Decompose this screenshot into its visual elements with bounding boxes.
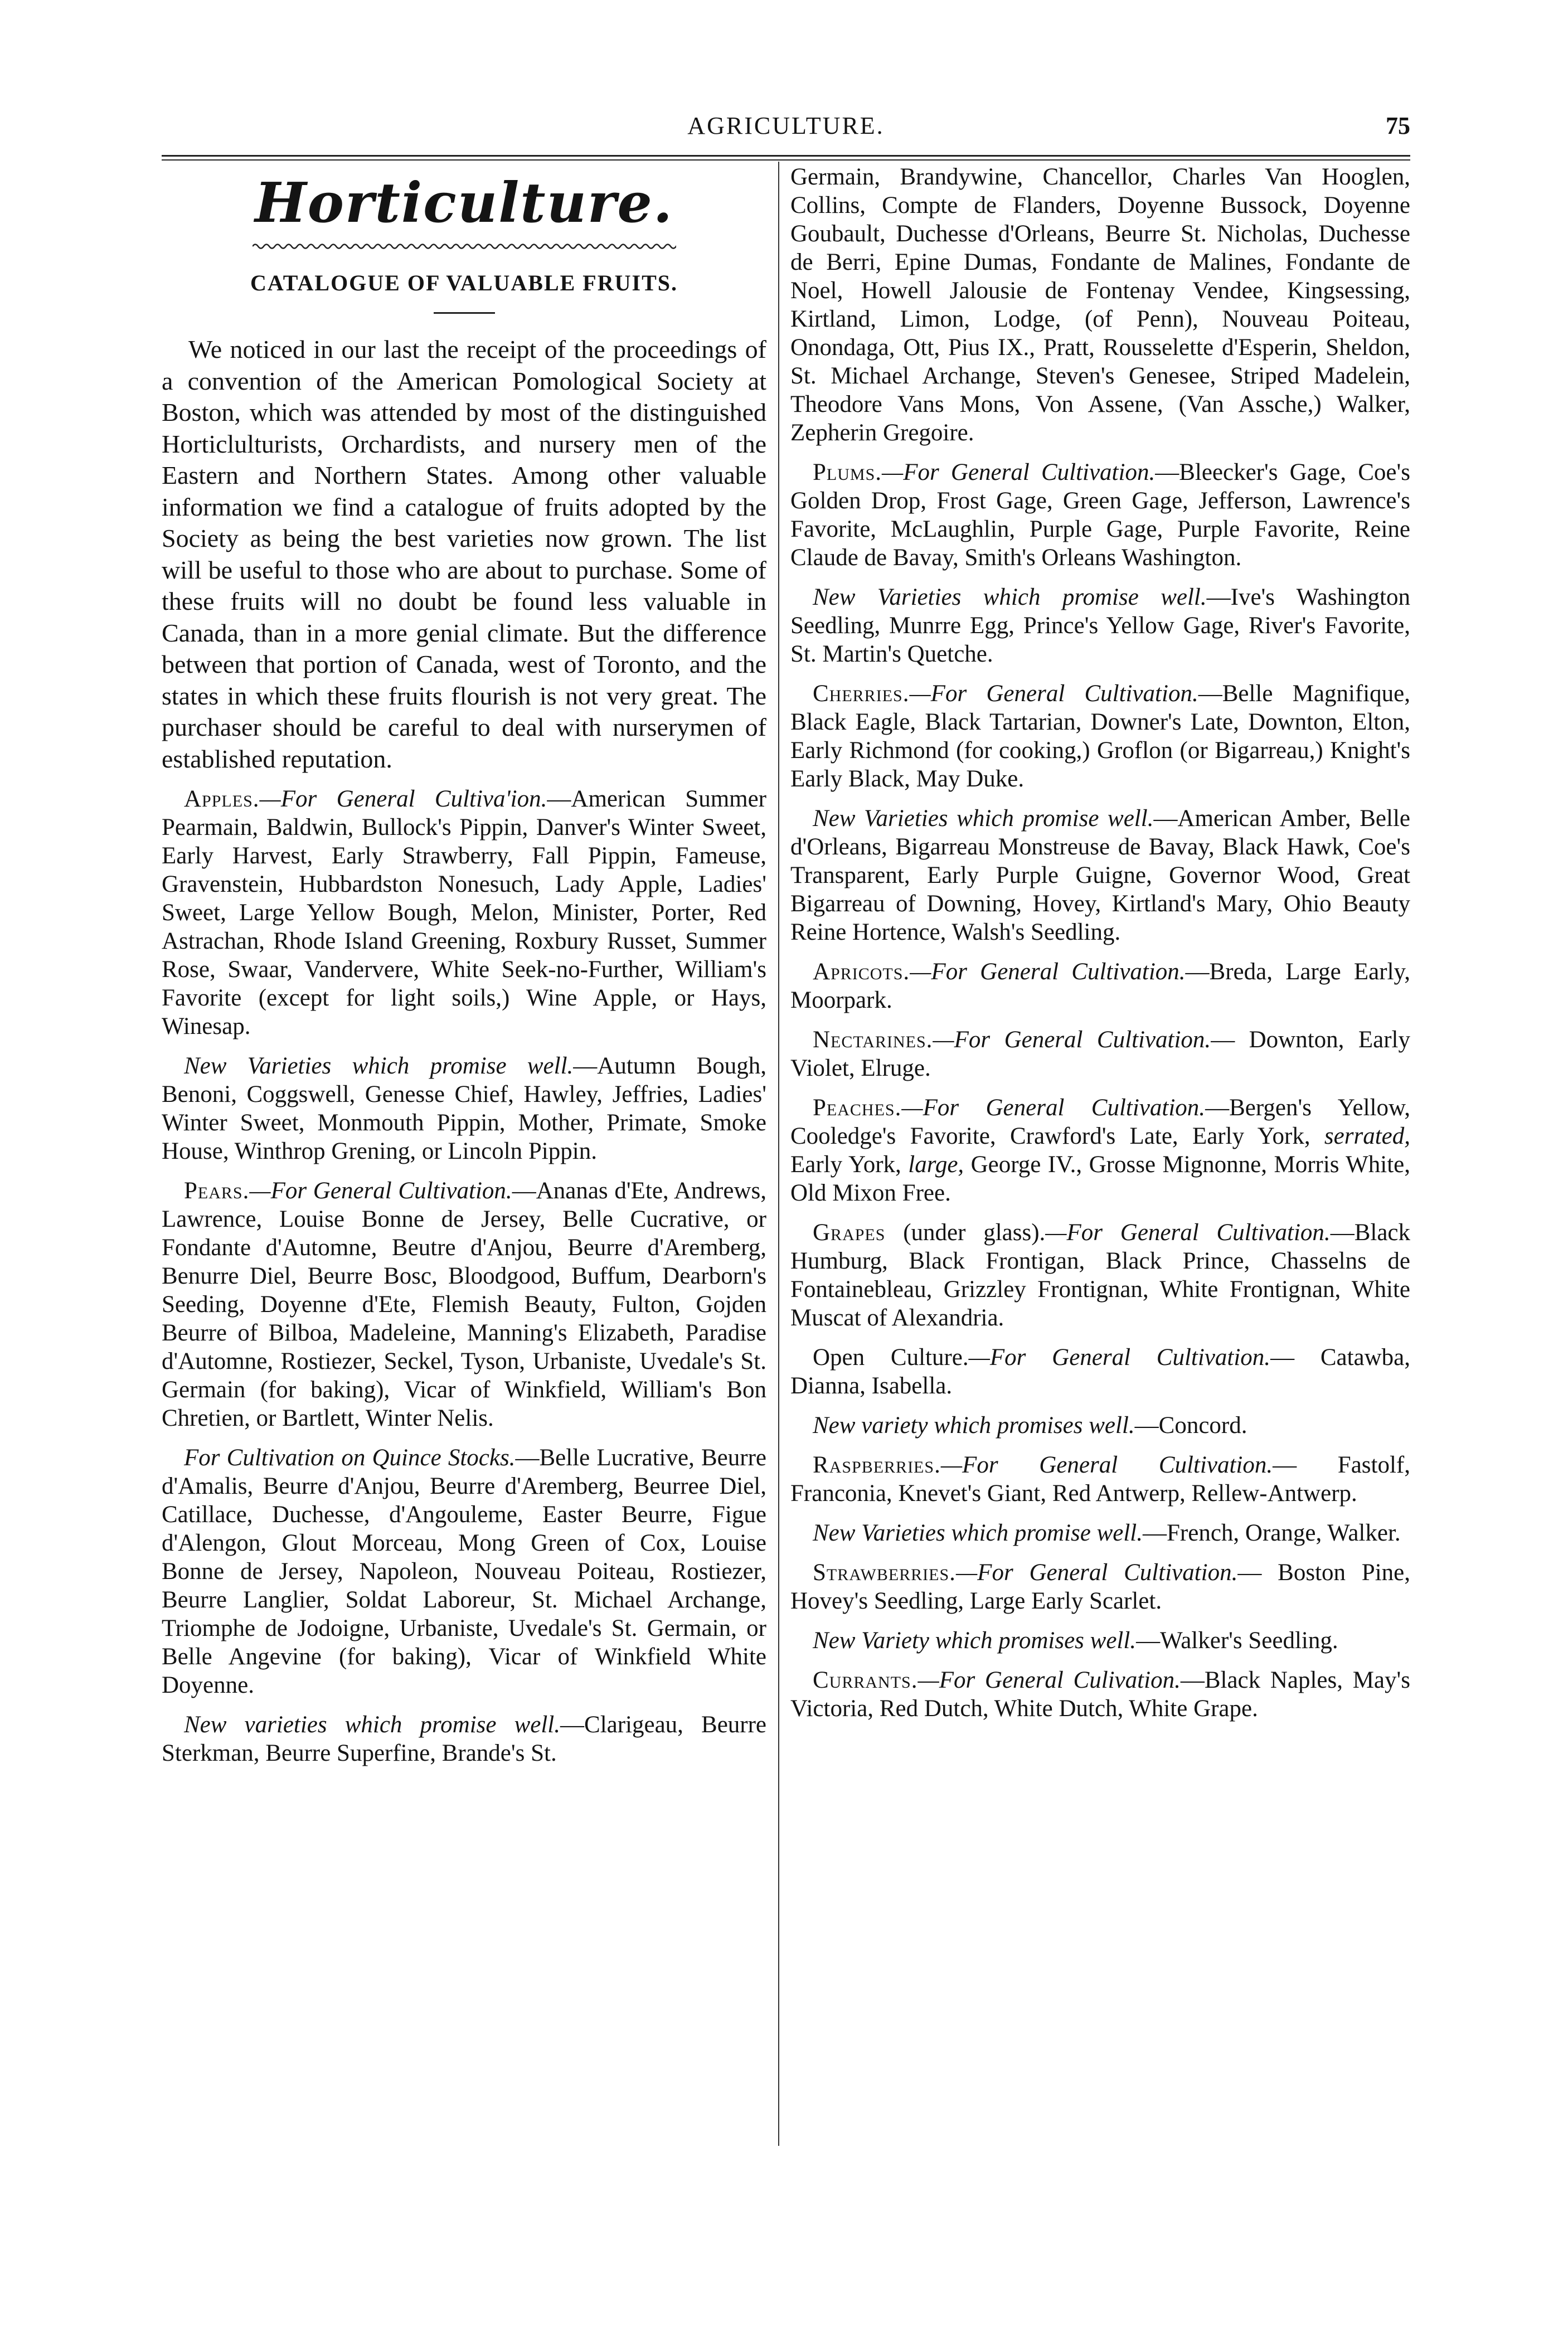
short-rule	[434, 312, 495, 314]
right-column	[790, 163, 1410, 2147]
intro-paragraph: We noticed in our last the receipt of the proceedings of a convention of the American Pomological Society at Boston, which was attended by most of the distinguished Horticlulturists, Orchardists, and nursery men of the Eastern and Northern States. Among other valuable information we find a catalogue of fruits adopted by the Society as being the best varieties now grown. The list will be useful to those who are about to purchase. Some of these fruits will no doubt be found less valuable in Canada, than in a more genial climate. But the difference between that portion of Canada, west of Toronto, and the states in which these fruits flourish is not very great. The purchaser should be careful to deal with nurserymen of established reputation.	[162, 335, 766, 773]
strawberries-new	[790, 1626, 1410, 1655]
variety-list: —Ive's Washington Seedling, Munrre Egg, Prince's Yellow Gage, River's Favorite, St. Martin's Quetche.	[790, 584, 1410, 667]
header-double-rule	[162, 155, 1410, 161]
peaches-general	[790, 1094, 1410, 1207]
variety-list: —Clarigeau, Beurre Sterkman, Beurre Superfine, Brande's St.	[162, 1712, 766, 1766]
category-label: —For General Cultivation.	[1045, 1220, 1331, 1246]
fruit-name-currants: Currants.	[813, 1667, 918, 1693]
catalogue-title: CATALOGUE OF VALUABLE FRUITS.	[250, 270, 678, 295]
variety-list: George IV., Grosse Mignonne, Morris White, Old Mixon Free.	[790, 1152, 1410, 1206]
fruit-name-plums: Plums.	[813, 459, 882, 485]
apples-general	[162, 785, 766, 1041]
category-label: New Variety which promises well.	[813, 1628, 1137, 1654]
running-head	[162, 111, 1410, 148]
plums-general	[790, 458, 1410, 572]
category-label: New varieties which promise well.	[184, 1712, 561, 1738]
grapes-qualifier: (under glass).	[885, 1220, 1046, 1246]
category-label: New Varieties which promise well.	[184, 1053, 574, 1079]
category-label: New variety which promises well.	[813, 1412, 1135, 1439]
variety-list: —Black Humburg, Black Frontigan, Black Prince, Chasselns de Fontainebleau, Grizzley Frontignan, White Frontignan, White Muscat of Alexandria.	[790, 1220, 1410, 1331]
pears-new	[162, 1711, 766, 1767]
variety-list: — Catawba, Dianna, Isabella.	[790, 1344, 1410, 1399]
variety-list: —Walker's Seedling.	[1136, 1628, 1338, 1654]
category-label: —For General Cultivation.	[909, 681, 1198, 707]
fruit-name-raspberries: Raspberries.	[813, 1452, 941, 1478]
variety-list: —American Amber, Belle d'Orleans, Bigarreau Monstreuse de Bavay, Black Hawk, Coe's Transparent, Early Purple Guigne, Governor Wood, Great Bigarreau of Downing, Hovey, Kirtland's Mary, Ohio Beauty Reine Hortence, Walsh's Seedling.	[790, 805, 1410, 945]
category-label: New Varieties which promise well.	[813, 1520, 1143, 1546]
nectarines-general	[790, 1026, 1410, 1082]
grapes-new	[790, 1411, 1410, 1440]
column-rule	[778, 162, 779, 2146]
variety-list: —American Summer Pearmain, Baldwin, Bullock's Pippin, Danver's Winter Sweet, Early Harvest, Early Strawberry, Fall Pippin, Fameuse, Gravenstein, Hubbardston Nonesuch, Lady Apple, Ladies' Sweet, Large Yellow Bough, Melon, Minister, Porter, Red Astrachan, Rhode Island Greening, Roxbury Russet, Summer Rose, Swaar, Vandervere, White Seek-no-Further, William's Favorite (except for light soils,) Wine Apple, or Hays, Winesap.	[162, 786, 766, 1039]
category-label: For Cultivation on Quince Stocks.	[184, 1445, 516, 1471]
pears-new-continued: Germain, Brandywine, Chancellor, Charles Van Hooglen, Collins, Compte de Flanders, Doyenne Bussock, Doyenne Goubault, Duchesse d'Orleans, Beurre St. Nicholas, Duchesse de Berri, Epine Dumas, Fondante de Malines, Fondante de Noel, Howell Jalousie de Fontenay Vendee, Kingsessing, Kirtland, Limon, Lodge, (of Penn), Nouveau Poiteau, Onondaga, Ott, Pius IX., Pratt, Rousselette d'Esperin, Sheldon, St. Michael Archange, Steven's Genesee, Striped Madelein, Theodore Vans Mons, Von Assene, (Van Assche,) Walker, Zepherin Gregoire.	[790, 164, 1410, 446]
pears-general	[162, 1177, 766, 1432]
fruit-name-apples: Apples.	[184, 786, 260, 812]
category-label: —For General Cultivation.	[882, 459, 1156, 485]
variety-list: —Black Naples, May's Victoria, Red Dutch, White Dutch, White Grape.	[790, 1667, 1410, 1722]
apples-new	[162, 1052, 766, 1165]
variety-list: —Belle Lucrative, Beurre d'Amalis, Beurre d'Anjou, Beurre d'Aremberg, Beurree Diel, Catillace, Duchesse, d'Angouleme, Easter Beurre, Figue d'Alengon, Glout Morceau, Mong Green of Cox, Louise Bonne de Jersey, Napoleon, Nouveau Poiteau, Rostiezer, Beurre Langlier, Soldat Laboreur, St. Michael Archange, Triomphe de Jodoigne, Urbaniste, Uvedale's St. Germain, or Belle Angevine (for baking), Vicar of Winkfield White Doyenne.	[162, 1445, 766, 1698]
peach-serrated: serrated,	[1324, 1123, 1410, 1149]
variety-list: — Fastolf, Franconia, Knevet's Giant, Red Antwerp, Rellew-Antwerp.	[790, 1452, 1410, 1507]
running-title: AGRICULTURE.	[687, 112, 885, 139]
category-label: —For General Cultiva'ion.	[259, 786, 547, 812]
category-label: —For General Cultivation.	[968, 1344, 1271, 1371]
fruit-name-apricots: Apricots.	[813, 959, 910, 985]
plums-new	[790, 583, 1410, 668]
category-label: —For General Cultivation.	[933, 1027, 1211, 1053]
category-label: —For General Cultivation.	[910, 959, 1186, 985]
variety-list: —Breda, Large Early, Moorpark.	[790, 959, 1410, 1013]
fruit-name-peaches: Peaches.	[813, 1095, 902, 1121]
variety-list: — Boston Pine, Hovey's Seedling, Large Early Scarlet.	[790, 1560, 1410, 1614]
grapes-open-culture	[790, 1343, 1410, 1400]
variety-list: —Belle Magnifique, Black Eagle, Black Tartarian, Downer's Late, Downton, Elton, Early Richmond (for cooking,) Groflon (or Bigarreau,) Knight's Early Black, May Duke.	[790, 681, 1410, 792]
category-label: New Varieties which promise well.	[813, 805, 1154, 832]
variety-list: —French, Orange, Walker.	[1143, 1520, 1401, 1546]
variety-list: —Bleecker's Gage, Coe's Golden Drop, Frost Gage, Green Gage, Jefferson, Lawrence's Favorite, McLaughlin, Purple Gage, Purple Favorite, Reine Claude de Bavay, Smith's Orleans Washington.	[790, 459, 1410, 571]
fruit-name-pears: Pears.	[184, 1178, 250, 1204]
pears-quince	[162, 1444, 766, 1699]
open-culture-name: Open Culture.	[813, 1344, 969, 1371]
wavy-ornament-rule	[253, 242, 676, 251]
raspberries-general	[790, 1451, 1410, 1508]
fruit-name-nectarines: Nectarines.	[813, 1027, 933, 1053]
cherries-new	[790, 804, 1410, 946]
category-label: —For General Culivation.	[918, 1667, 1181, 1693]
variety-list: —Ananas d'Ete, Andrews, Lawrence, Louise Bonne de Jersey, Belle Cucrative, or Fondante d'Automne, Beutre d'Anjou, Beurre d'Aremberg, Benurre Diel, Beurre Bosc, Bloodgood, Buffum, Dearborn's Seeding, Doyenne d'Ete, Flemish Beauty, Fulton, Gojden Beurre of Bilboa, Madeleine, Manning's Elizabeth, Paradise d'Automne, Rostiezer, Seckel, Tyson, Urbaniste, Uvedale's St. Germain (for baking), Vicar of Winkfield, William's Bon Chretien, or Bartlett, Winter Nelis.	[162, 1178, 766, 1431]
variety-list: Early York,	[790, 1152, 909, 1178]
raspberries-new	[790, 1519, 1410, 1547]
page-number: 75	[1386, 112, 1410, 139]
grapes-general	[790, 1218, 1410, 1332]
category-label: New Varieties which promise well.	[813, 584, 1207, 610]
peach-large: large,	[908, 1152, 964, 1178]
left-column	[162, 163, 766, 2147]
strawberries-general	[790, 1558, 1410, 1615]
variety-list: —Concord.	[1134, 1412, 1247, 1439]
fruit-name-strawberries: Strawberries.	[813, 1560, 956, 1586]
fruit-name-grapes: Grapes	[813, 1220, 886, 1246]
variety-list: —Autumn Bough, Benoni, Coggswell, Genesse Chief, Hawley, Jeffries, Ladies' Winter Sweet, Monmouth Pippin, Mother, Primate, Smoke House, Winthrop Grening, or Lincoln Pippin.	[162, 1053, 766, 1164]
fruit-name-cherries: Cherries.	[813, 681, 910, 707]
variety-list: —Bergen's Yellow, Cooledge's Favorite, Crawford's Late, Early York,	[790, 1095, 1410, 1149]
category-label: —For General Cultivation.	[955, 1560, 1238, 1586]
category-label: —For General Cultivation.	[901, 1095, 1206, 1121]
category-label: —For General Cultivation.	[940, 1452, 1273, 1478]
category-label: —For General Cultivation.	[249, 1178, 512, 1204]
currants-general	[790, 1666, 1410, 1723]
apricots-general	[790, 958, 1410, 1014]
section-title: Horticulture.	[255, 171, 673, 235]
variety-list: — Downton, Early Violet, Elruge.	[790, 1027, 1410, 1081]
cherries-general	[790, 679, 1410, 793]
